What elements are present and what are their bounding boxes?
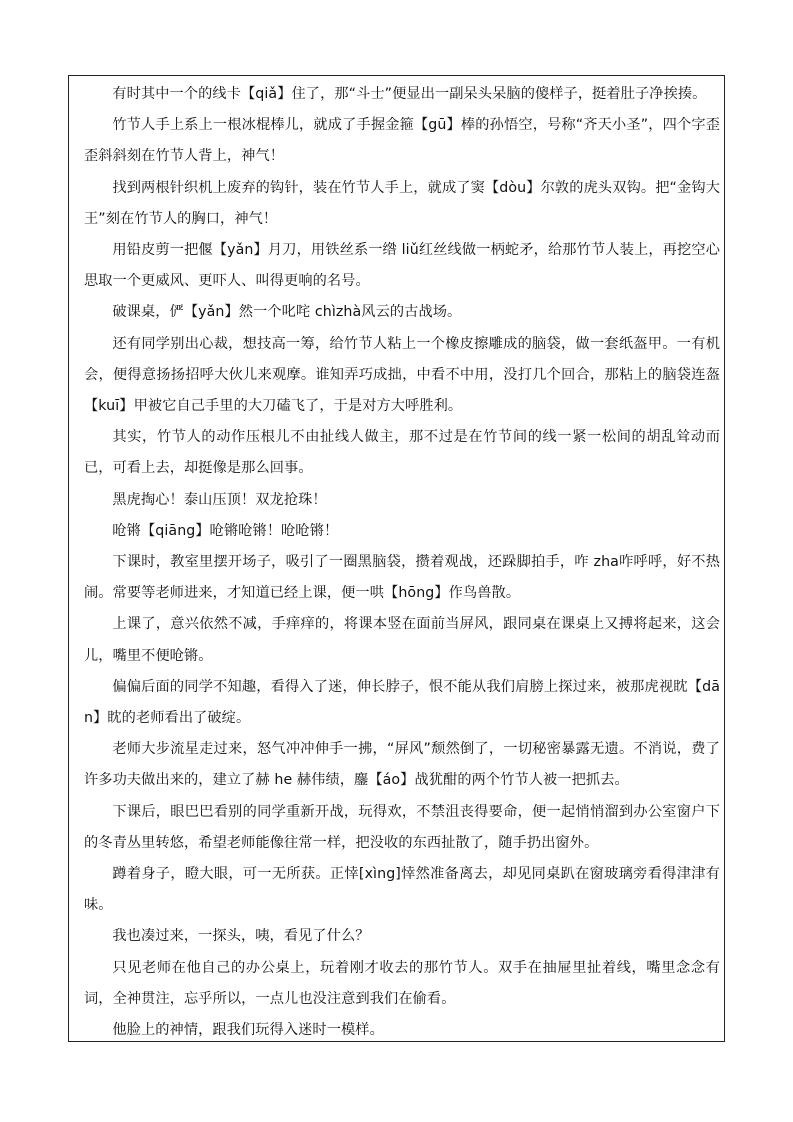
paragraph: 蹲着身子，瞪大眼，可一无所获。正悻[xìng]悻然准备离去，却见同桌趴在窗玻璃旁看得津津有味。 <box>84 866 720 914</box>
paragraph: 竹节人手上系上一根冰棍棒儿，就成了手握金箍【gū】棒的孙悟空，号称“齐天小圣”，四个字歪歪斜斜刻在竹节人背上，神气！ <box>84 117 720 165</box>
paragraph: 下课后，眼巴巴看别的同学重新开战，玩得欢，不禁沮丧得要命，便一起悄悄溜到办公室窗户下的冬青丛里转悠，希望老师能像往常一样，把没收的东西扯散了，随手扔出窗外。 <box>84 803 720 851</box>
passage-text <box>84 79 720 1046</box>
paragraph: 其实，竹节人的动作压根儿不由扯线人做主，那不过是在竹节间的线一紧一松间的胡乱耸动而已，可看上去，却挺像是那么回事。 <box>84 429 720 477</box>
paragraph: 找到两根针织机上废弃的钩针，装在竹节人手上，就成了窦【dòu】尔敦的虎头双钩。把“金钩大王”刻在竹节人的胸口，神气！ <box>84 179 720 227</box>
paragraph: 偏偏后面的同学不知趣，看得入了迷，伸长脖子，恨不能从我们肩膀上探过来，被那虎视眈【dān】眈的老师看出了破绽。 <box>84 678 720 727</box>
paragraph: 黑虎掏心！泰山压顶！双龙抢珠！ <box>112 491 327 508</box>
paragraph: 破课桌，俨【yǎn】然一个叱咤 chìzhà风云的古战场。 <box>112 304 462 321</box>
paragraph: 老师大步流星走过来，怒气冲冲伸手一拂，“屏风”颓然倒了，一切秘密暴露无遗。不消说，费了许多功夫做出来的，建立了赫 he 赫伟绩，鏖【áo】战犹酣的两个竹节人被一把抓去。 <box>84 741 720 789</box>
paragraph: 有时其中一个的线卡【qiǎ】住了，那“斗士”便显出一副呆头呆脑的傻样子，挺着肚子净挨揍。 <box>112 86 707 102</box>
paragraph: 只见老师在他自己的办公桌上，玩着刚才收去的那竹节人。双手在抽屉里扯着线，嘴里念念有词，全神贯注，忘乎所以，一点儿也没注意到我们在偷看。 <box>84 959 720 1007</box>
paragraph: 呛锵【qiāng】呛锵呛锵！呛呛锵！ <box>112 522 339 539</box>
paragraph: 还有同学别出心裁，想技高一筹，给竹节人粘上一个橡皮擦雕成的脑袋，做一套纸盔甲。一有机会，便得意扬扬招呼大伙儿来观摩。谁知弄巧成拙，中看不中用，没打几个回合，那粘上的脑袋连盔【kuī】甲被它自己手里的大刀磕飞了，于是对方大呼胜利。 <box>84 335 720 415</box>
paragraph: 上课了，意兴依然不减，手痒痒的，将课本竖在面前当屏风，跟同桌在课桌上又搏将起来，这会儿，嘴里不便呛锵。 <box>84 616 720 664</box>
paragraph: 我也凑过来，一探头，咦，看见了什么？ <box>112 928 370 945</box>
paragraph: 他脸上的神情，跟我们玩得入迷时一模样。 <box>112 1022 384 1039</box>
paragraph: 下课时，教室里摆开场子，吸引了一圈黑脑袋，攒着观战，还跺脚拍手，咋 zha咋呼呼，好不热闹。常要等老师进来，才知道已经上课，便一哄【hōng】作鸟兽散。 <box>84 554 720 602</box>
paragraph: 用铅皮剪一把偃【yǎn】月刀，用铁丝系一绺 liǔ红丝线做一柄蛇矛，给那竹节人装上，再挖空心思取一个更威风、更吓人、叫得更响的名号。 <box>84 242 720 290</box>
